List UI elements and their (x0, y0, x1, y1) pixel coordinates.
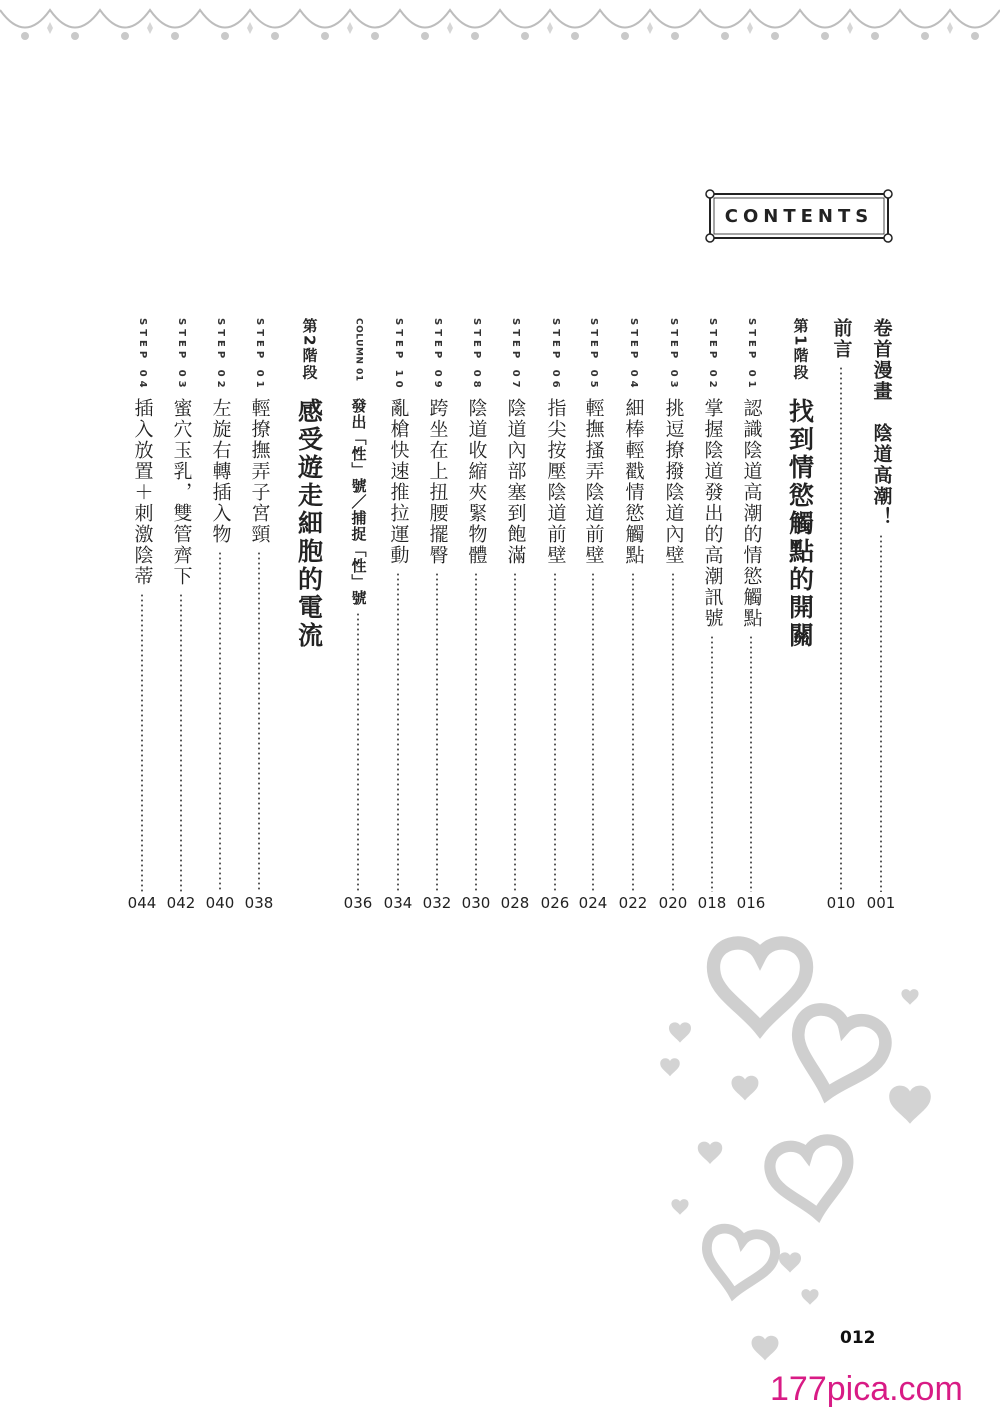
dot-leader (514, 572, 516, 892)
toc-entry-title: 感受遊走細胞的電流 (294, 398, 324, 650)
toc-page-number: 018 (697, 894, 727, 912)
toc-entry-label: STEP 08 (471, 318, 482, 392)
toc-entry (127, 318, 157, 912)
toc-entry (422, 318, 452, 912)
toc-entry-title: 蜜穴玉乳，雙管齊下 (170, 398, 193, 587)
toc-entry (736, 318, 766, 912)
toc-page-number: 010 (826, 894, 856, 912)
toc-entry-title: 掌握陰道發出的高潮訊號 (701, 398, 724, 629)
dot-leader (219, 551, 221, 892)
toc-entry-label: STEP 07 (510, 318, 521, 392)
toc-entry-label: STEP 01 (746, 318, 757, 392)
toc-entry-title: 指尖按壓陰道前壁 (544, 398, 567, 566)
toc-entry-label: STEP 02 (707, 318, 718, 392)
toc-page-number: 016 (736, 894, 766, 912)
watermark: 177pica.com (770, 1370, 963, 1408)
toc-entry-title: 發出「性」號／捕捉「性」號 (349, 398, 368, 606)
dot-leader (592, 572, 594, 892)
toc-entry-label: 第1階段 (791, 318, 810, 382)
dot-leader (554, 572, 556, 892)
toc-entry-label: STEP 04 (137, 318, 148, 392)
dot-leader (258, 551, 260, 892)
toc-entry (205, 318, 235, 912)
dot-leader (840, 366, 842, 892)
toc-entry (658, 318, 688, 912)
toc-entry-title: 卷首漫畫 陰道高潮！ (870, 318, 893, 528)
toc-entry-label: STEP 03 (176, 318, 187, 392)
toc-entry (618, 318, 648, 912)
toc-entry-title: 亂槍快速推拉運動 (387, 398, 410, 566)
toc-entry-title: 挑逗撩撥陰道內壁 (662, 398, 685, 566)
dot-leader (750, 635, 752, 892)
contents-heading-frame (704, 188, 894, 244)
toc-entry-title: 輕撫搔弄陰道前壁 (582, 398, 605, 566)
toc-entry-title: 插入放置＋刺激陰蒂 (131, 398, 154, 587)
toc-page-number: 042 (166, 894, 196, 912)
dot-leader (141, 593, 143, 892)
toc-entry-title: 細棒輕戳情慾觸點 (622, 398, 645, 566)
toc-entry-label: STEP 04 (628, 318, 639, 392)
toc-entry-title: 陰道內部塞到飽滿 (504, 398, 527, 566)
dot-leader (880, 534, 882, 892)
toc-entry (826, 318, 856, 912)
toc-page-number: 030 (461, 894, 491, 912)
toc-entry-label: 第2階段 (300, 318, 319, 382)
toc-entry (697, 318, 727, 912)
toc-entry-label: COLUMN 01 (353, 318, 364, 382)
toc-chapter-column (785, 318, 815, 912)
hearts-decoration (650, 935, 970, 1375)
toc-entry (343, 318, 373, 912)
dot-leader (397, 572, 399, 892)
toc-entry (166, 318, 196, 912)
toc-entry (461, 318, 491, 912)
toc-page-number: 032 (422, 894, 452, 912)
dot-leader (711, 635, 713, 892)
lace-border (0, 0, 1000, 70)
toc-entry-title: 跨坐在上扭腰擺臀 (426, 398, 449, 566)
toc-page-number: 026 (540, 894, 570, 912)
toc-page-number: 001 (866, 894, 896, 912)
toc-entry-title: 輕撩撫弄子宮頸 (248, 398, 271, 545)
toc-entry-title: 陰道收縮夾緊物體 (465, 398, 488, 566)
toc-entry (578, 318, 608, 912)
toc-page-number: 044 (127, 894, 157, 912)
toc-entry (500, 318, 530, 912)
toc-page-number: 038 (244, 894, 274, 912)
toc-page-number: 036 (343, 894, 373, 912)
toc-entry-label: STEP 10 (393, 318, 404, 392)
toc-entry (866, 318, 896, 912)
toc-entry-label: STEP 09 (432, 318, 443, 392)
toc-entry-title: 前言 (830, 318, 853, 360)
toc-page-number: 028 (500, 894, 530, 912)
toc-page-number: 040 (205, 894, 235, 912)
toc-entry-title: 左旋右轉插入物 (209, 398, 232, 545)
dot-leader (672, 572, 674, 892)
dot-leader (475, 572, 477, 892)
toc-entry-label: STEP 03 (668, 318, 679, 392)
dot-leader (436, 572, 438, 892)
toc-entry (540, 318, 570, 912)
toc-entry-label: STEP 02 (215, 318, 226, 392)
dot-leader (357, 612, 359, 892)
dot-leader (632, 572, 634, 892)
toc-entry (244, 318, 274, 912)
toc-page-number: 020 (658, 894, 688, 912)
page-number: 012 (840, 1328, 876, 1348)
toc-entry-title: 找到情慾觸點的開關 (785, 398, 815, 650)
toc-chapter-column (294, 318, 324, 912)
contents-title: CONTENTS (724, 205, 874, 227)
toc-entry (383, 318, 413, 912)
toc-entry-label: STEP 01 (254, 318, 265, 392)
toc-entry-label: STEP 06 (550, 318, 561, 392)
toc-entry-label: STEP 05 (588, 318, 599, 392)
toc-page-number: 022 (618, 894, 648, 912)
toc-page-number: 034 (383, 894, 413, 912)
toc-entry-title: 認識陰道高潮的情慾觸點 (740, 398, 763, 629)
dot-leader (180, 593, 182, 892)
toc-page-number: 024 (578, 894, 608, 912)
